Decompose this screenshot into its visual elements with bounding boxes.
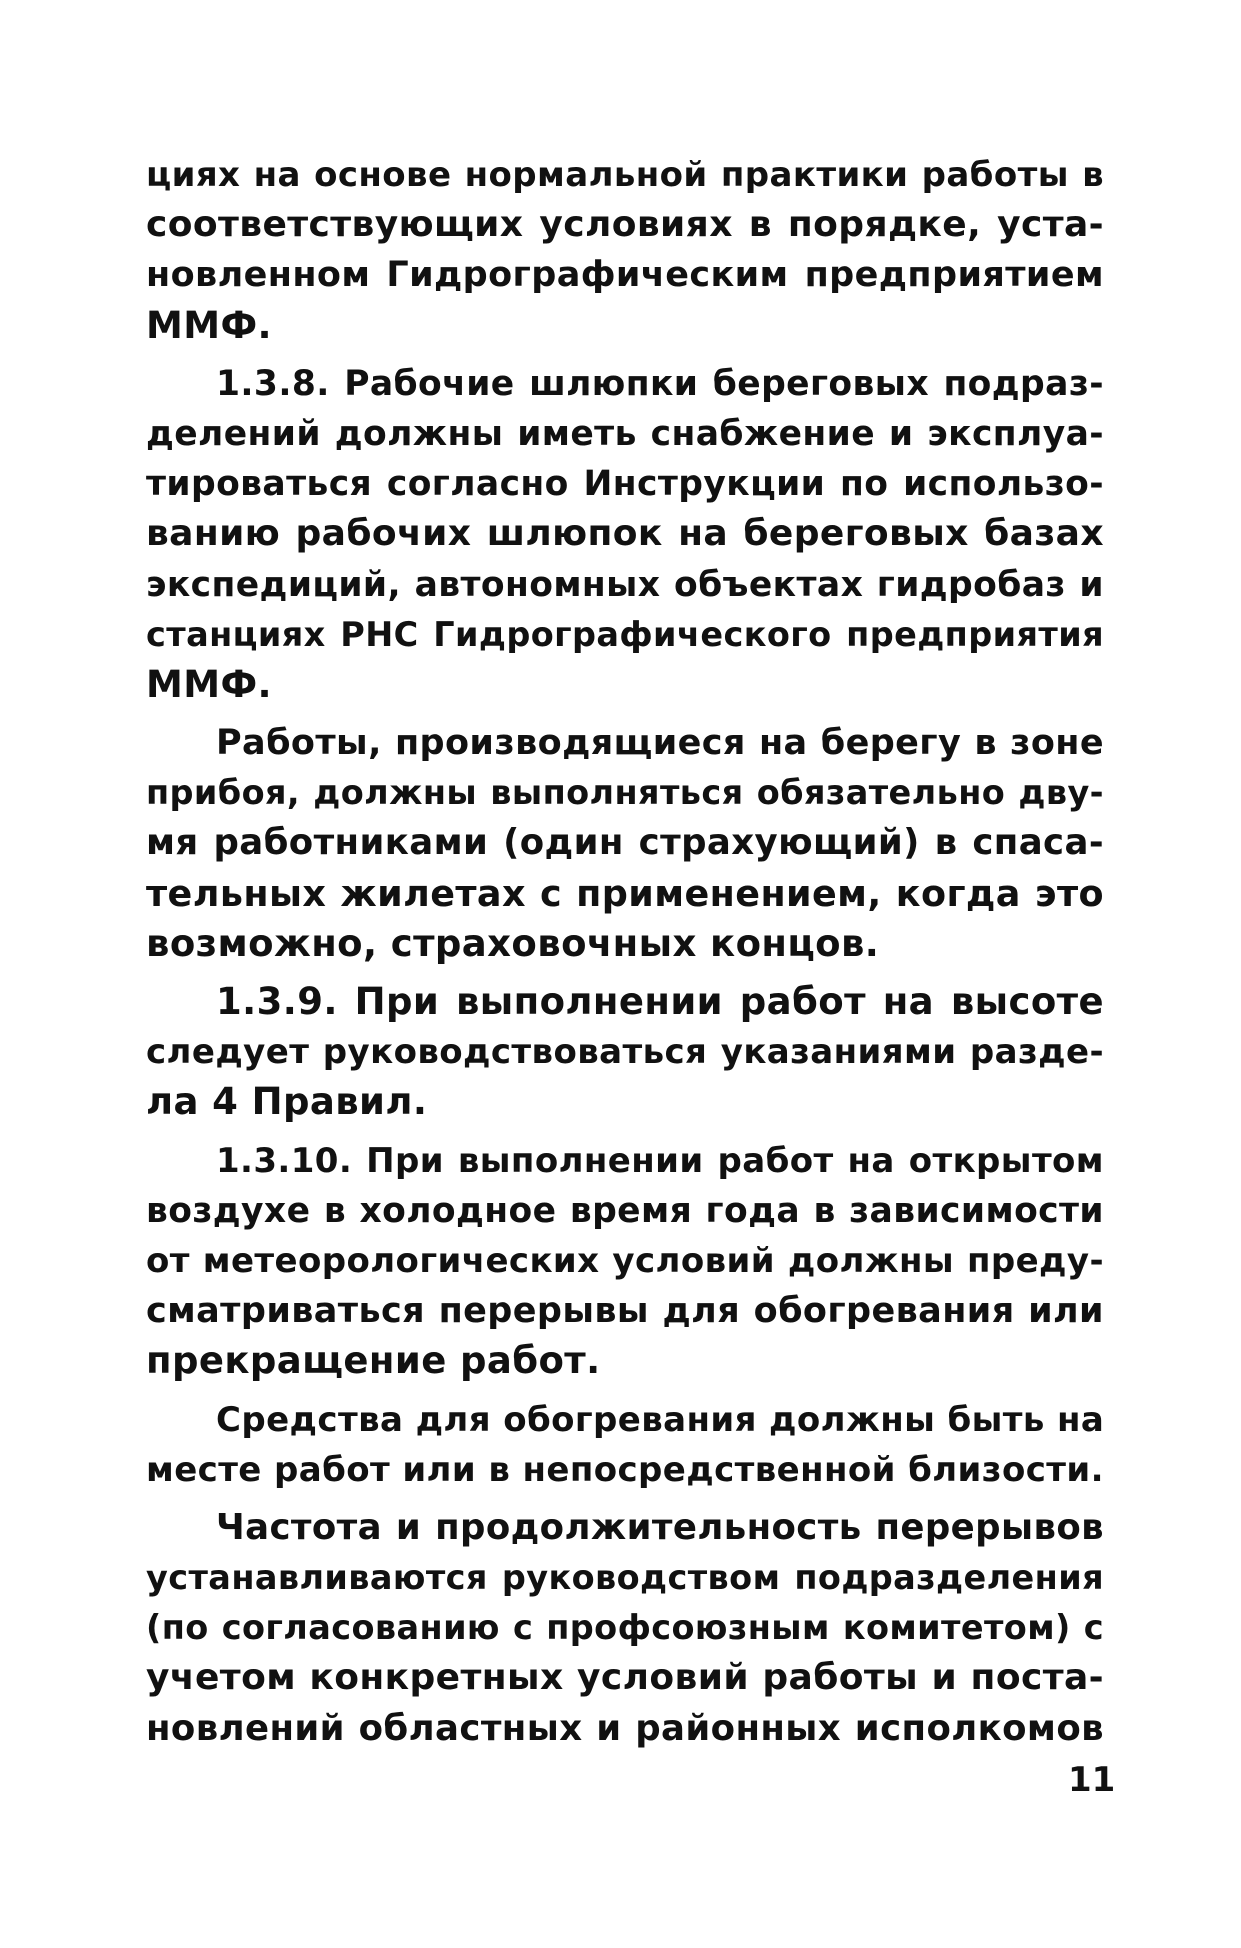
text-line: возможно, страховочных концов. [146, 921, 880, 965]
paragraph-1-3-8 [146, 359, 1104, 710]
text-line: новленном Гидрографическим предприятием [146, 255, 1104, 296]
text-line: ММФ. [146, 662, 272, 706]
text-line: воздухе в холодное время года в зависимости [146, 1190, 1104, 1231]
text-line: мя работниками (один страхующий) в спаса- [146, 822, 1104, 864]
text-line: 1.3.8. Рабочие шлюпки береговых подраз- [216, 363, 1104, 404]
paragraph-surf-works [146, 718, 1104, 969]
page-number: 11 [1068, 1760, 1116, 1800]
paragraph-1-3-10 [146, 1136, 1104, 1387]
paragraph-1-3-9 [146, 977, 1104, 1128]
text-line: устанавливаются руководством подразделения [146, 1558, 1104, 1598]
text-line: новлений областных и районных исполкомов [146, 1707, 1104, 1749]
text-line: тельных жилетах с применением, когда это [146, 871, 1104, 915]
text-line: тироваться согласно Инструкции по использо- [146, 464, 1104, 505]
text-line: Средства для обогревания должны быть на [216, 1399, 1105, 1440]
page-body [146, 150, 1104, 1754]
text-line: учетом конкретных условий работы и поста- [146, 1657, 1104, 1699]
text-line: экспедиций, автономных объектах гидробаз и [146, 564, 1104, 605]
text-line: Работы, производящиеся на берегу в зоне [216, 723, 1104, 764]
paragraph-break-frequency [146, 1503, 1104, 1754]
text-line: циях на основе нормальной практики работы в [146, 155, 1104, 195]
text-line: (по согласованию с профсоюзным комитетом) с [146, 1608, 1104, 1648]
text-line: станциях РНС Гидрографического предприятия [146, 614, 1104, 654]
text-line: соответствующих условиях в порядке, уста- [146, 204, 1104, 246]
text-line: Частота и продолжительность перерывов [216, 1506, 1104, 1548]
text-line: следует руководствоваться указаниями разде- [146, 1032, 1104, 1073]
text-line: месте работ или в непосредственной близости. [146, 1449, 1104, 1490]
text-line: ванию рабочих шлюпок на береговых базах [146, 513, 1104, 555]
paragraph-continuation [146, 150, 1104, 351]
text-line: 1.3.9. При выполнении работ на высоте [216, 980, 1104, 1023]
text-line: сматриваться перерывы для обогревания или [146, 1291, 1104, 1332]
text-line: прибоя, должны выполняться обязательно дву- [146, 773, 1104, 813]
text-line: прекращение работ. [146, 1339, 601, 1383]
text-line: ММФ. [146, 303, 272, 347]
text-line: делений должны иметь снабжение и эксплуа- [146, 413, 1104, 454]
paragraph-heating-means [146, 1395, 1104, 1495]
text-line: ла 4 Правил. [146, 1080, 428, 1124]
text-line: 1.3.10. При выполнении работ на открытом [216, 1140, 1104, 1181]
text-line: от метеорологических условий должны преду- [146, 1240, 1104, 1281]
